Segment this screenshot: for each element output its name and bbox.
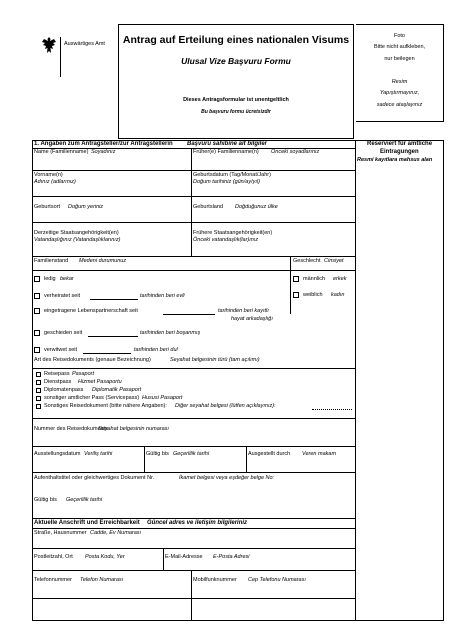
doc-type-label-tr: Seyahat belgesinin türü (tam açılımı)	[170, 357, 260, 363]
reserved-label-de-2: Eintragungen	[380, 149, 419, 155]
doc-number-label: Nummer des Reisedokuments	[34, 426, 108, 432]
former-nationality-label-tr: Önceki vatandaşlık(lar)ınız	[193, 237, 259, 243]
official-passport-label: sonstiger amtlicher Pass (Servicepass)	[44, 395, 140, 401]
doc-number-label-tr: Seyahat belgesinin numarası	[98, 426, 169, 432]
nationality-field[interactable]	[33, 223, 190, 255]
married-since-input[interactable]	[90, 299, 138, 300]
photo-note-tr-1: Yapıştırmayınız,	[379, 90, 420, 96]
form-title-de: Antrag auf Erteilung eines nationalen Visums	[122, 34, 350, 46]
title-box	[118, 24, 354, 139]
mobile-field[interactable]	[192, 571, 354, 597]
other-document-input[interactable]	[312, 409, 352, 410]
surname-label-tr: Soyadınız	[91, 149, 116, 155]
gender-label-tr: Cinsiyet	[324, 258, 344, 264]
place-of-birth-field[interactable]	[33, 197, 190, 221]
former-surname-field[interactable]	[192, 149, 354, 169]
phone-field[interactable]	[33, 571, 190, 597]
single-checkbox[interactable]	[34, 276, 40, 282]
married-label-tr: tarihinden beri evli	[140, 293, 185, 299]
former-surname-label: Früher(e) Familienname(n)	[193, 149, 259, 155]
section-1-title-de: 1. Angaben zum Antragsteller/zur Antragstellerin	[34, 141, 173, 147]
former-nationality-field[interactable]	[192, 223, 354, 255]
issuing-authority-field[interactable]	[247, 447, 354, 471]
photo-box	[356, 24, 444, 122]
divorced-checkbox[interactable]	[34, 330, 40, 336]
issuing-authority-label-tr: Veren makam	[302, 451, 337, 457]
logo-divider	[60, 37, 61, 77]
mobile-label: Mobilfunknummer	[193, 577, 237, 583]
widowed-label-tr: tarihinden beri dul	[134, 347, 178, 353]
issue-date-field[interactable]	[33, 447, 143, 471]
street-label: Straße, Hausnummer	[34, 530, 87, 536]
phone-label-tr: Telefon Numarası	[80, 577, 124, 583]
street-label-tr: Cadde, Ev Numarası	[90, 530, 142, 536]
doc-type-label: Art des Reisedokuments (genaue Bezeichnung)	[34, 357, 151, 363]
postal-code-label: Postleitzahl, Ort	[34, 554, 73, 560]
registered-partnership-label-tr: tarihinden beri kayıtlı	[218, 308, 269, 314]
pob-label: Geburtsort	[34, 204, 60, 210]
passport-label-tr: Pasaport	[72, 371, 95, 377]
phone-label: Telefonnummer	[34, 577, 72, 583]
marital-status-label-tr: Medeni durumunuz	[79, 258, 127, 264]
surname-field[interactable]	[33, 149, 190, 169]
valid-until-label: Gültig bis	[146, 451, 169, 457]
female-checkbox[interactable]	[293, 292, 299, 298]
postal-code-field[interactable]	[33, 549, 162, 569]
nationality-label-tr: Vatandaşlığınız (Vatandaşlıklarınız)	[34, 237, 121, 243]
diplomatic-passport-label-tr: Diplomatik Pasaport	[92, 387, 142, 393]
other-document-label-tr: Diğer seyahat belgesi (lütfen açıklayınız):	[175, 403, 276, 409]
registered-partnership-label-tr-2: hayat arkadaşlığı	[231, 316, 273, 322]
partnership-since-input[interactable]	[163, 314, 215, 315]
street-field[interactable]	[33, 529, 354, 547]
email-label: E-Mail-Adresse	[165, 554, 203, 560]
passport-checkbox[interactable]	[36, 372, 41, 377]
former-nationality-label: Frühere Staatsangehörigkeit(en)	[193, 230, 273, 236]
photo-note-tr-2: sadece ataşlayınız	[376, 102, 423, 108]
address-section-title: Aktuelle Anschrift und Erreichbarkeit	[34, 520, 140, 526]
valid-until-field[interactable]	[145, 447, 245, 471]
diplomatic-passport-label: Diplomatenpass	[44, 387, 84, 393]
diplomatic-passport-checkbox[interactable]	[36, 388, 41, 393]
issuing-authority-label: Ausgestellt durch	[248, 451, 291, 457]
cob-label-tr: Doğduğunuz ülke	[235, 204, 278, 210]
authority-name: Auswärtiges Amt	[64, 41, 105, 47]
single-label: ledig	[44, 276, 56, 282]
first-name-field[interactable]	[33, 171, 190, 195]
photo-label-tr: Resim	[391, 79, 408, 85]
male-checkbox[interactable]	[293, 276, 299, 282]
country-of-birth-field[interactable]	[192, 197, 354, 221]
residence-permit-label-tr: İkamet belgesi veya eşdeğer belge No:	[179, 475, 275, 481]
widowed-label: verwitwet seit	[44, 347, 78, 353]
widowed-since-input[interactable]	[83, 353, 131, 354]
mobile-label-tr: Cep Telefonu Numarası	[248, 577, 306, 583]
issue-date-label: Ausstellungsdatum	[34, 451, 81, 457]
other-document-label: Sonstiges Reisedokument (bitte nähere Angaben):	[44, 403, 167, 409]
service-passport-label: Dienstpass	[44, 379, 72, 385]
reserved-label-de: Reserviert für amtliche	[367, 141, 433, 147]
photo-note-1: Bitte nicht aufkleben,	[373, 44, 426, 50]
female-label-tr: kadın	[331, 292, 345, 298]
married-checkbox[interactable]	[34, 293, 40, 299]
service-passport-checkbox[interactable]	[36, 380, 41, 385]
travel-document-number-field[interactable]	[33, 419, 354, 445]
reserved-label-tr: Resmi kayıtlara mahsus alan	[357, 157, 433, 163]
first-name-label-tr: Adınız (adlarınız)	[34, 179, 76, 185]
email-label-tr: E-Posta Adresi	[213, 554, 250, 560]
male-label-tr: erkek	[333, 276, 347, 282]
valid-until-label-tr: Geçerlilik tarihi	[173, 451, 210, 457]
residence-valid-label-tr: Geçerlilik tarihi	[66, 497, 103, 503]
former-surname-label-tr: Önceki soyadlarınız	[271, 149, 320, 155]
official-passport-label-tr: Hususi Pasaport	[142, 395, 183, 401]
first-name-label: Vorname(n)	[34, 172, 63, 178]
gender-label: Geschlecht	[293, 258, 321, 264]
service-passport-label-tr: Hizmet Pasaportu	[78, 379, 122, 385]
photo-label: Foto	[393, 33, 405, 39]
married-label: verheiratet seit	[44, 293, 81, 299]
passport-label: Reisepass	[44, 371, 70, 377]
form-title-tr: Ulusal Vize Başvuru Formu	[181, 56, 291, 66]
dob-label: Geburtsdatum (Tag/Monat/Jahr)	[193, 172, 271, 178]
free-of-charge-de: Dieses Antragsformular ist unentgeltlich	[183, 97, 289, 103]
free-of-charge-tr: Bu başvuru formu ücretsizdir	[201, 109, 271, 115]
federal-eagle-icon	[41, 36, 57, 56]
photo-note-2: nur beilegen	[384, 56, 415, 62]
female-label: weiblich	[303, 292, 323, 298]
postal-code-label-tr: Posta Kodu, Yer	[85, 554, 125, 560]
date-of-birth-field[interactable]	[192, 171, 354, 195]
issue-date-label-tr: Veriliş tarihi	[84, 451, 113, 457]
residence-valid-label: Gültig bis	[34, 497, 57, 503]
address-section-title-tr: Güncel adres ve iletişim bilgileriniz	[147, 520, 248, 526]
residence-permit-field[interactable]	[33, 473, 354, 517]
surname-label: Name (Familienname)	[34, 149, 89, 155]
pob-label-tr: Doğum yeriniz	[68, 204, 104, 210]
residence-permit-label: Aufenthaltstitel oder gleichwertiges Dokument Nr.	[34, 475, 155, 481]
registered-partnership-checkbox[interactable]	[34, 308, 40, 314]
marital-status-label: Familienstand	[34, 258, 69, 264]
section-1-title-tr: Başvuru sahibine ait bilgiler	[187, 141, 268, 147]
widowed-checkbox[interactable]	[34, 347, 40, 353]
nationality-label: Derzeitige Staatsangehörigkeit(en)	[34, 230, 119, 236]
divorced-since-input[interactable]	[88, 336, 138, 337]
official-passport-checkbox[interactable]	[36, 396, 41, 401]
dob-label-tr: Doğum tarihiniz (gün/ay/yıl)	[193, 179, 260, 185]
single-label-tr: bekar	[60, 276, 74, 282]
email-field[interactable]	[164, 549, 354, 569]
registered-partnership-label: eingetragene Lebenspartnerschaft seit	[44, 308, 138, 314]
divorced-label: geschieden seit	[44, 330, 83, 336]
male-label: männlich	[303, 276, 326, 282]
other-document-checkbox[interactable]	[36, 404, 41, 409]
cob-label: Geburtsland	[193, 204, 223, 210]
divorced-label-tr: tarihinden beri boşanmış	[140, 330, 201, 336]
